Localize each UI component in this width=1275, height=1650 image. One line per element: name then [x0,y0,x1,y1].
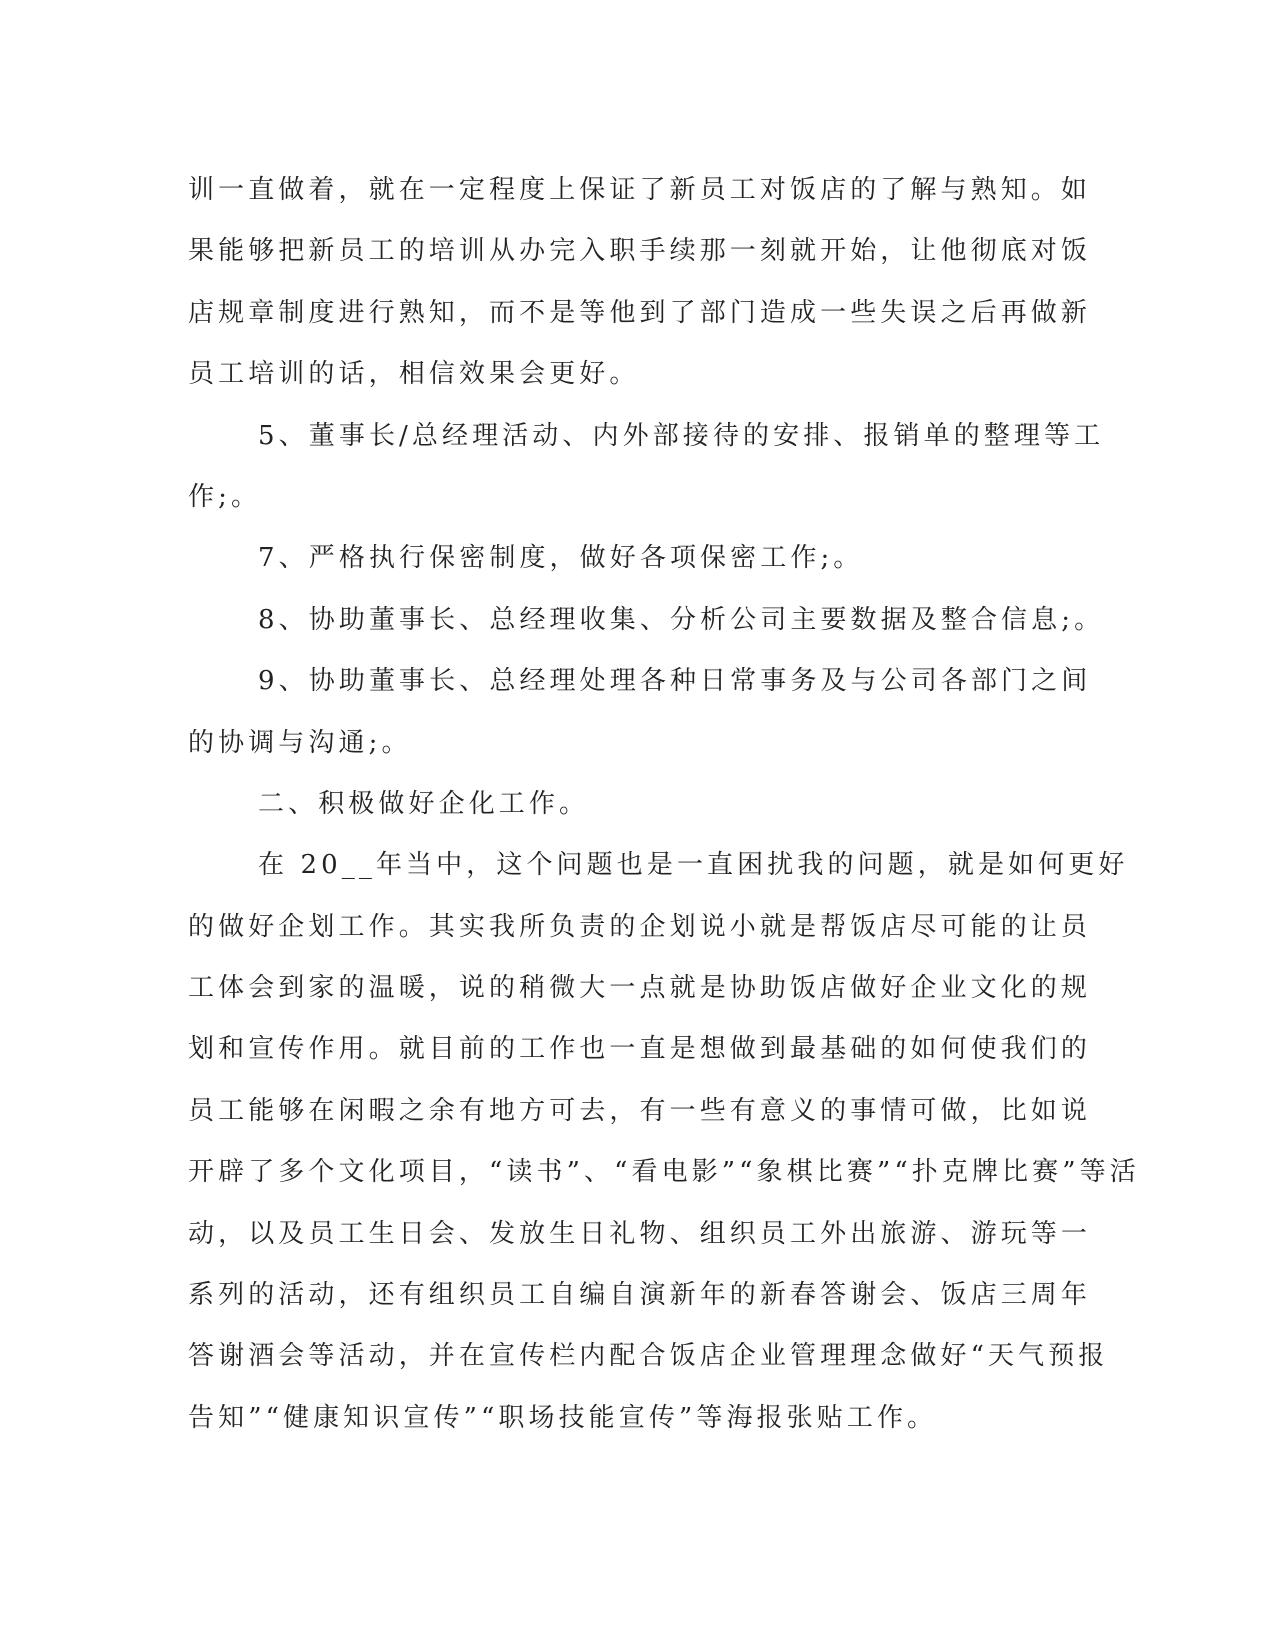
text-line: 作;。 [188,481,262,512]
text-line: 工体会到家的温暖，说的稍微大一点就是协助饭店做好企业文化的规 [188,973,1092,1004]
text-line: 训一直做着，就在一定程度上保证了新员工对饭店的了解与熟知。如 [188,175,1092,205]
list-item-7: 7、严格执行保密制度，做好各项保密工作;。 [258,543,864,574]
paragraph-start: 在 20__年当中，这个问题也是一直困扰我的问题，就是如何更好 [258,850,1129,881]
text-line: 动，以及员工生日会、发放生日礼物、组织员工外出旅游、游玩等一 [188,1218,1092,1249]
section-heading: 二、积极做好企化工作。 [258,788,590,819]
text-line: 员工培训的话，相信效果会更好。 [188,359,640,390]
text-line: 的做好企划工作。其实我所负责的企划说小就是帮饭店尽可能的让员 [188,911,1092,942]
list-item-9: 9、协助董事长、总经理处理各种日常事务及与公司各部门之间 [258,666,1092,697]
text-line: 开辟了多个文化项目，“读书”、“看电影”“象棋比赛”“扑克牌比赛”等活 [188,1157,1140,1188]
text-line: 果能够把新员工的培训从办完入职手续那一刻就开始，让他彻底对饭 [188,236,1092,267]
text-line: 员工能够在闲暇之余有地方可去，有一些有意义的事情可做，比如说 [188,1095,1092,1126]
text-line: 店规章制度进行熟知，而不是等他到了部门造成一些失误之后再做新 [188,297,1092,328]
text-line: 划和宣传作用。就目前的工作也一直是想做到最基础的如何使我们的 [188,1034,1092,1065]
text-line: 告知”“健康知识宣传”“职场技能宣传”等海报张贴工作。 [188,1402,938,1433]
document-body [188,160,1140,1449]
list-item-8: 8、协助董事长、总经理收集、分析公司主要数据及整合信息;。 [258,604,1105,635]
text-line: 答谢酒会等活动，并在宣传栏内配合饭店企业管理理念做好“天气预报 [188,1341,1109,1372]
list-item-5: 5、董事长/总经理活动、内外部接待的安排、报销单的整理等工 [258,420,1105,451]
text-line: 系列的活动，还有组织员工自编自演新年的新春答谢会、饭店三周年 [188,1280,1092,1311]
text-line: 的协调与沟通;。 [188,727,412,758]
